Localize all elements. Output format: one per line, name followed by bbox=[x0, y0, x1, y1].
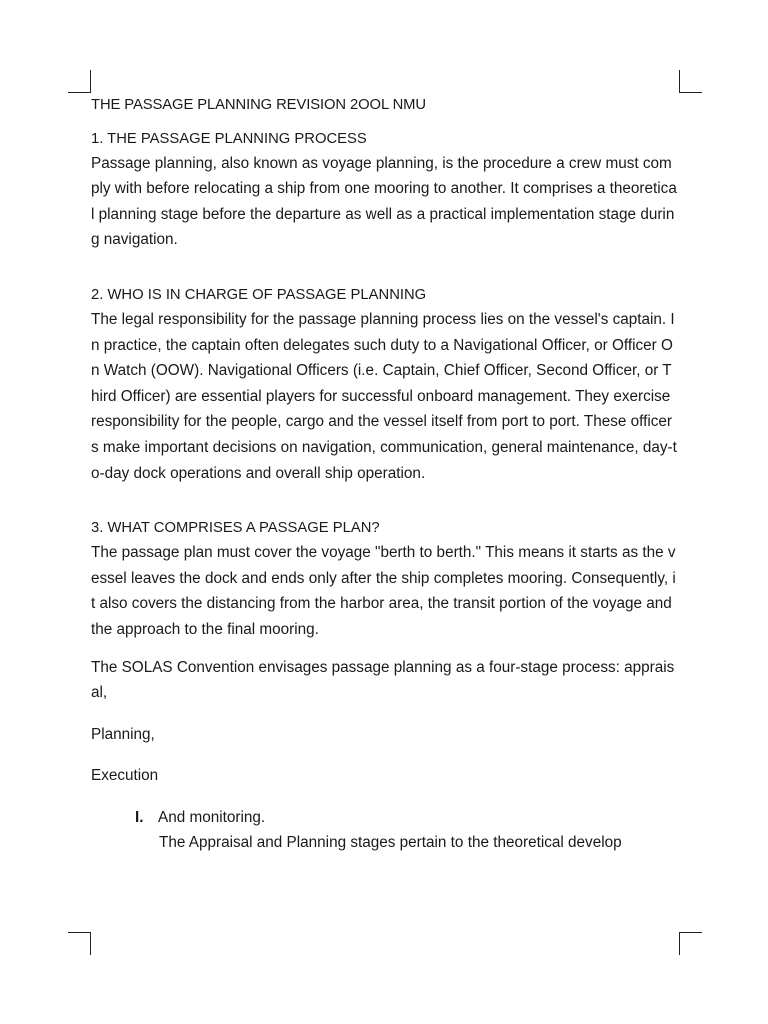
page-content bbox=[91, 93, 679, 856]
document-title: THE PASSAGE PLANNING REVISION 2OOL NMU bbox=[91, 97, 426, 113]
stage-execution: Execution bbox=[91, 767, 159, 785]
stage-planning: Planning, bbox=[91, 725, 155, 743]
list-item-text: And monitoring. bbox=[158, 808, 266, 826]
section-what-comprises-passage-plan bbox=[91, 517, 679, 856]
section-heading: 3. WHAT COMPRISES A PASSAGE PLAN? bbox=[91, 520, 380, 537]
crop-mark-top-right bbox=[679, 70, 702, 93]
section-heading: 1. THE PASSAGE PLANNING PROCESS bbox=[91, 130, 367, 147]
crop-mark-bottom-right bbox=[679, 932, 702, 955]
crop-mark-bottom-left bbox=[68, 932, 91, 955]
list-item bbox=[135, 805, 679, 831]
list-numeral: I. bbox=[135, 808, 144, 826]
section-paragraph: The passage plan must cover the voyage "berth to berth." This means it starts as the vessel leaves the dock and ends only after the ship completes mooring. Consequently, it also covers the distancing from the harbor area, the transit portion of the voyage and the approach to the final mooring. bbox=[91, 544, 676, 638]
crop-mark-top-left bbox=[68, 70, 91, 93]
section-passage-planning-process bbox=[91, 128, 679, 253]
section-who-is-in-charge bbox=[91, 284, 679, 486]
roman-numeral-list bbox=[91, 805, 679, 831]
continuation-paragraph: The Appraisal and Planning stages pertain to the theoretical develop bbox=[159, 834, 622, 852]
section-paragraph: The legal responsibility for the passage planning process lies on the vessel's captain. In practice, the captain often delegates such duty to a Navigational Officer, or Officer On Watch (OOW). Navigational Officers (i.e. Captain, Chief Officer, Second Officer, or Third Officer) are essential players for successful onboard management. They exercise responsibility for the people, cargo and the vessel itself from port to port. These officers make important decisions on navigation, communication, general maintenance, day-to-day dock operations and overall ship operation. bbox=[91, 310, 677, 482]
solas-paragraph: The SOLAS Convention envisages passage planning as a four-stage process: appraisal, bbox=[91, 658, 675, 702]
section-paragraph: Passage planning, also known as voyage planning, is the procedure a crew must comply with before relocating a ship from one mooring to another. It comprises a theoretical planning stage before the departure as well as a practical implementation stage during navigation. bbox=[91, 154, 677, 249]
section-heading: 2. WHO IS IN CHARGE OF PASSAGE PLANNING bbox=[91, 286, 427, 303]
